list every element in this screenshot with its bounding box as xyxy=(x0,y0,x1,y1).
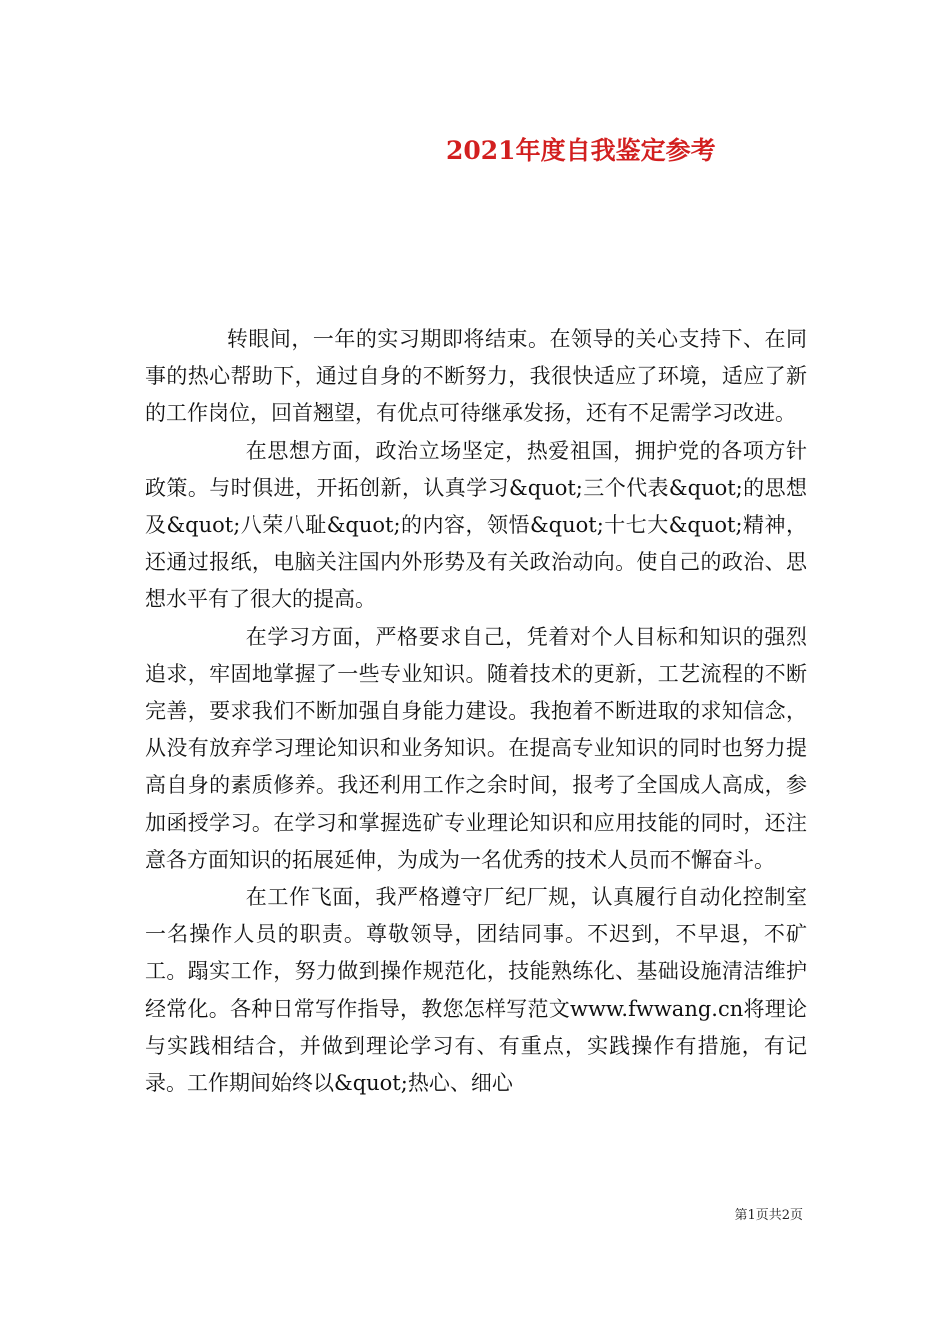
document-body xyxy=(145,321,807,1102)
paragraph-intro: 转眼间，一年的实习期即将结束。在领导的关心支持下、在同事的热心帮助下，通过自身的不断努力，我很快适应了环境，适应了新的工作岗位，回首翘望，有优点可待继承发扬，还有不足需学习改进。 xyxy=(145,327,807,426)
document-title: 2021年度自我鉴定参考 xyxy=(446,136,716,165)
paragraph-study: 在学习方面，严格要求自己，凭着对个人目标和知识的强烈追求，牢固地掌握了一些专业知识。随着技术的更新，工艺流程的不断完善，要求我们不断加强自身能力建设。我抱着不断进取的求知信念，从没有放弃学习理论知识和业务知识。在提高专业知识的同时也努力提高自身的素质修养。我还利用工作之余时间，报考了全国成人高成，参加函授学习。在学习和掌握选矿专业理论知识和应用技能的同时，还注意各方面知识的拓展延伸，为成为一名优秀的技术人员而不懈奋斗。 xyxy=(145,624,807,872)
paragraph-ideology: 在思想方面，政治立场坚定，热爱祖国，拥护党的各项方针政策。与时俱进，开拓创新，认真学习&quot;三个代表&quot;的思想及&quot;八荣八耻&quot;的内容，领悟&quot;十七大&quot;精神，还通过报纸，电脑关注国内外形势及有关政治动向。使自己的政治、思想水平有了很大的提高。 xyxy=(145,438,807,612)
paragraph-work: 在工作飞面，我严格遵守厂纪厂规，认真履行自动化控制室一名操作人员的职责。尊敬领导，团结同事。不迟到，不早退，不矿工。蹋实工作，努力做到操作规范化，技能熟练化、基础设施清洁维护经常化。各种日常写作指导，教您怎样写范文www.fwwang.cn将理论与实践相结合，并做到理论学习有、有重点，实践操作有措施，有记录。工作期间始终以&quot;热心、细心 xyxy=(145,885,807,1096)
page-number-footer: 第1页共2页 xyxy=(734,1208,803,1223)
